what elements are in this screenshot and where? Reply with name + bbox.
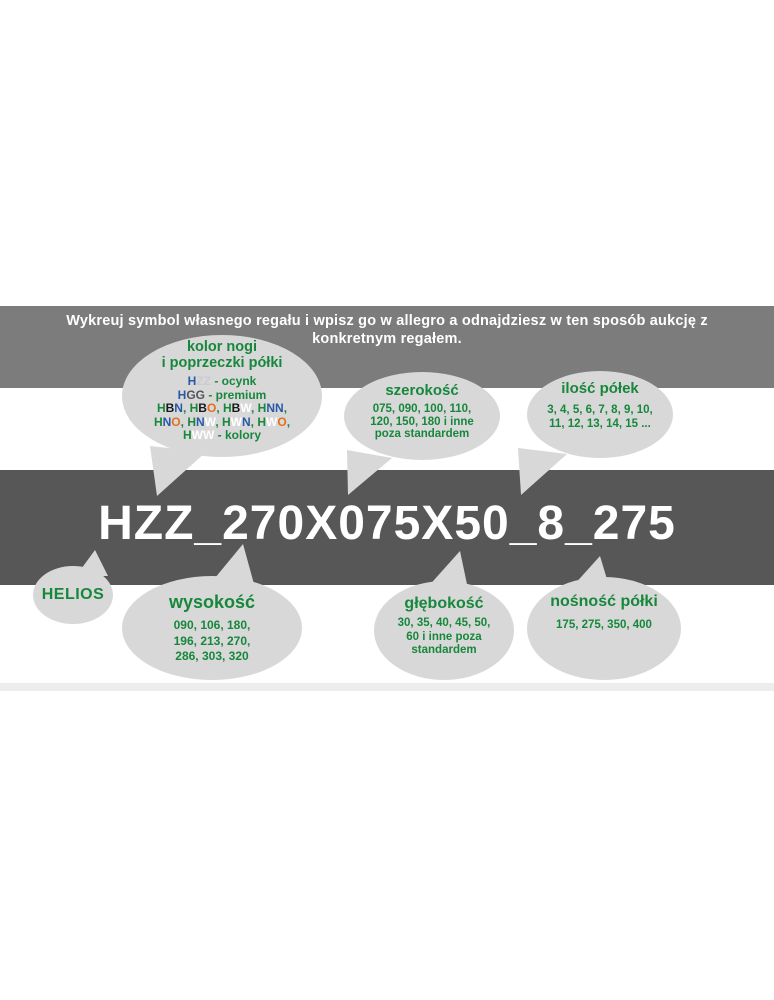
top-banner-line1: Wykreuj symbol własnego regału i wpisz go w allegro a odnajdziesz w ten sposób aukcję z bbox=[66, 313, 708, 329]
load-title: nośność półki bbox=[550, 593, 658, 610]
brand-label: HELIOS bbox=[41, 586, 105, 603]
bottom-stripe bbox=[0, 683, 774, 691]
top-banner-text bbox=[0, 306, 774, 348]
depth-title: głębokość bbox=[404, 595, 484, 612]
brand-bubble bbox=[33, 566, 113, 624]
load-bubble bbox=[527, 577, 681, 680]
height-values: 090, 106, 180, 196, 213, 270, 286, 303, 320 bbox=[173, 618, 251, 663]
code-band bbox=[0, 470, 774, 585]
width-title: szerokość bbox=[385, 382, 459, 399]
height-title: wysokość bbox=[168, 592, 256, 612]
rack-symbol-code: HZZ_270X075X50_8_275 bbox=[98, 497, 676, 550]
width-bubble bbox=[344, 372, 500, 460]
shelf-count-values: 3, 4, 5, 6, 7, 8, 9, 10, 11, 12, 13, 14, 15 ... bbox=[547, 404, 653, 430]
depth-bubble bbox=[374, 581, 514, 680]
shelf-count-title: ilość półek bbox=[561, 380, 639, 397]
shelf-count-bubble bbox=[527, 371, 673, 458]
top-banner-line2: konkretnym regałem. bbox=[312, 331, 462, 347]
depth-values: 30, 35, 40, 45, 50, 60 i inne poza standardem bbox=[397, 617, 491, 656]
width-values: 075, 090, 100, 110, 120, 150, 180 i inne poza standardem bbox=[370, 403, 474, 440]
load-values: 175, 275, 350, 400 bbox=[556, 619, 652, 631]
height-bubble bbox=[122, 576, 302, 680]
color-legend-title-line1: kolor nogi bbox=[186, 339, 258, 355]
color-code-list: HZZ - ocynk HGG - premium HBN, HBO, HBW, HNN, HNO, HNW, HWN, HWO, HWW - kolory bbox=[153, 374, 291, 442]
color-legend-bubble bbox=[122, 335, 322, 457]
color-legend-title-line2: i poprzeczki półki bbox=[161, 354, 283, 371]
